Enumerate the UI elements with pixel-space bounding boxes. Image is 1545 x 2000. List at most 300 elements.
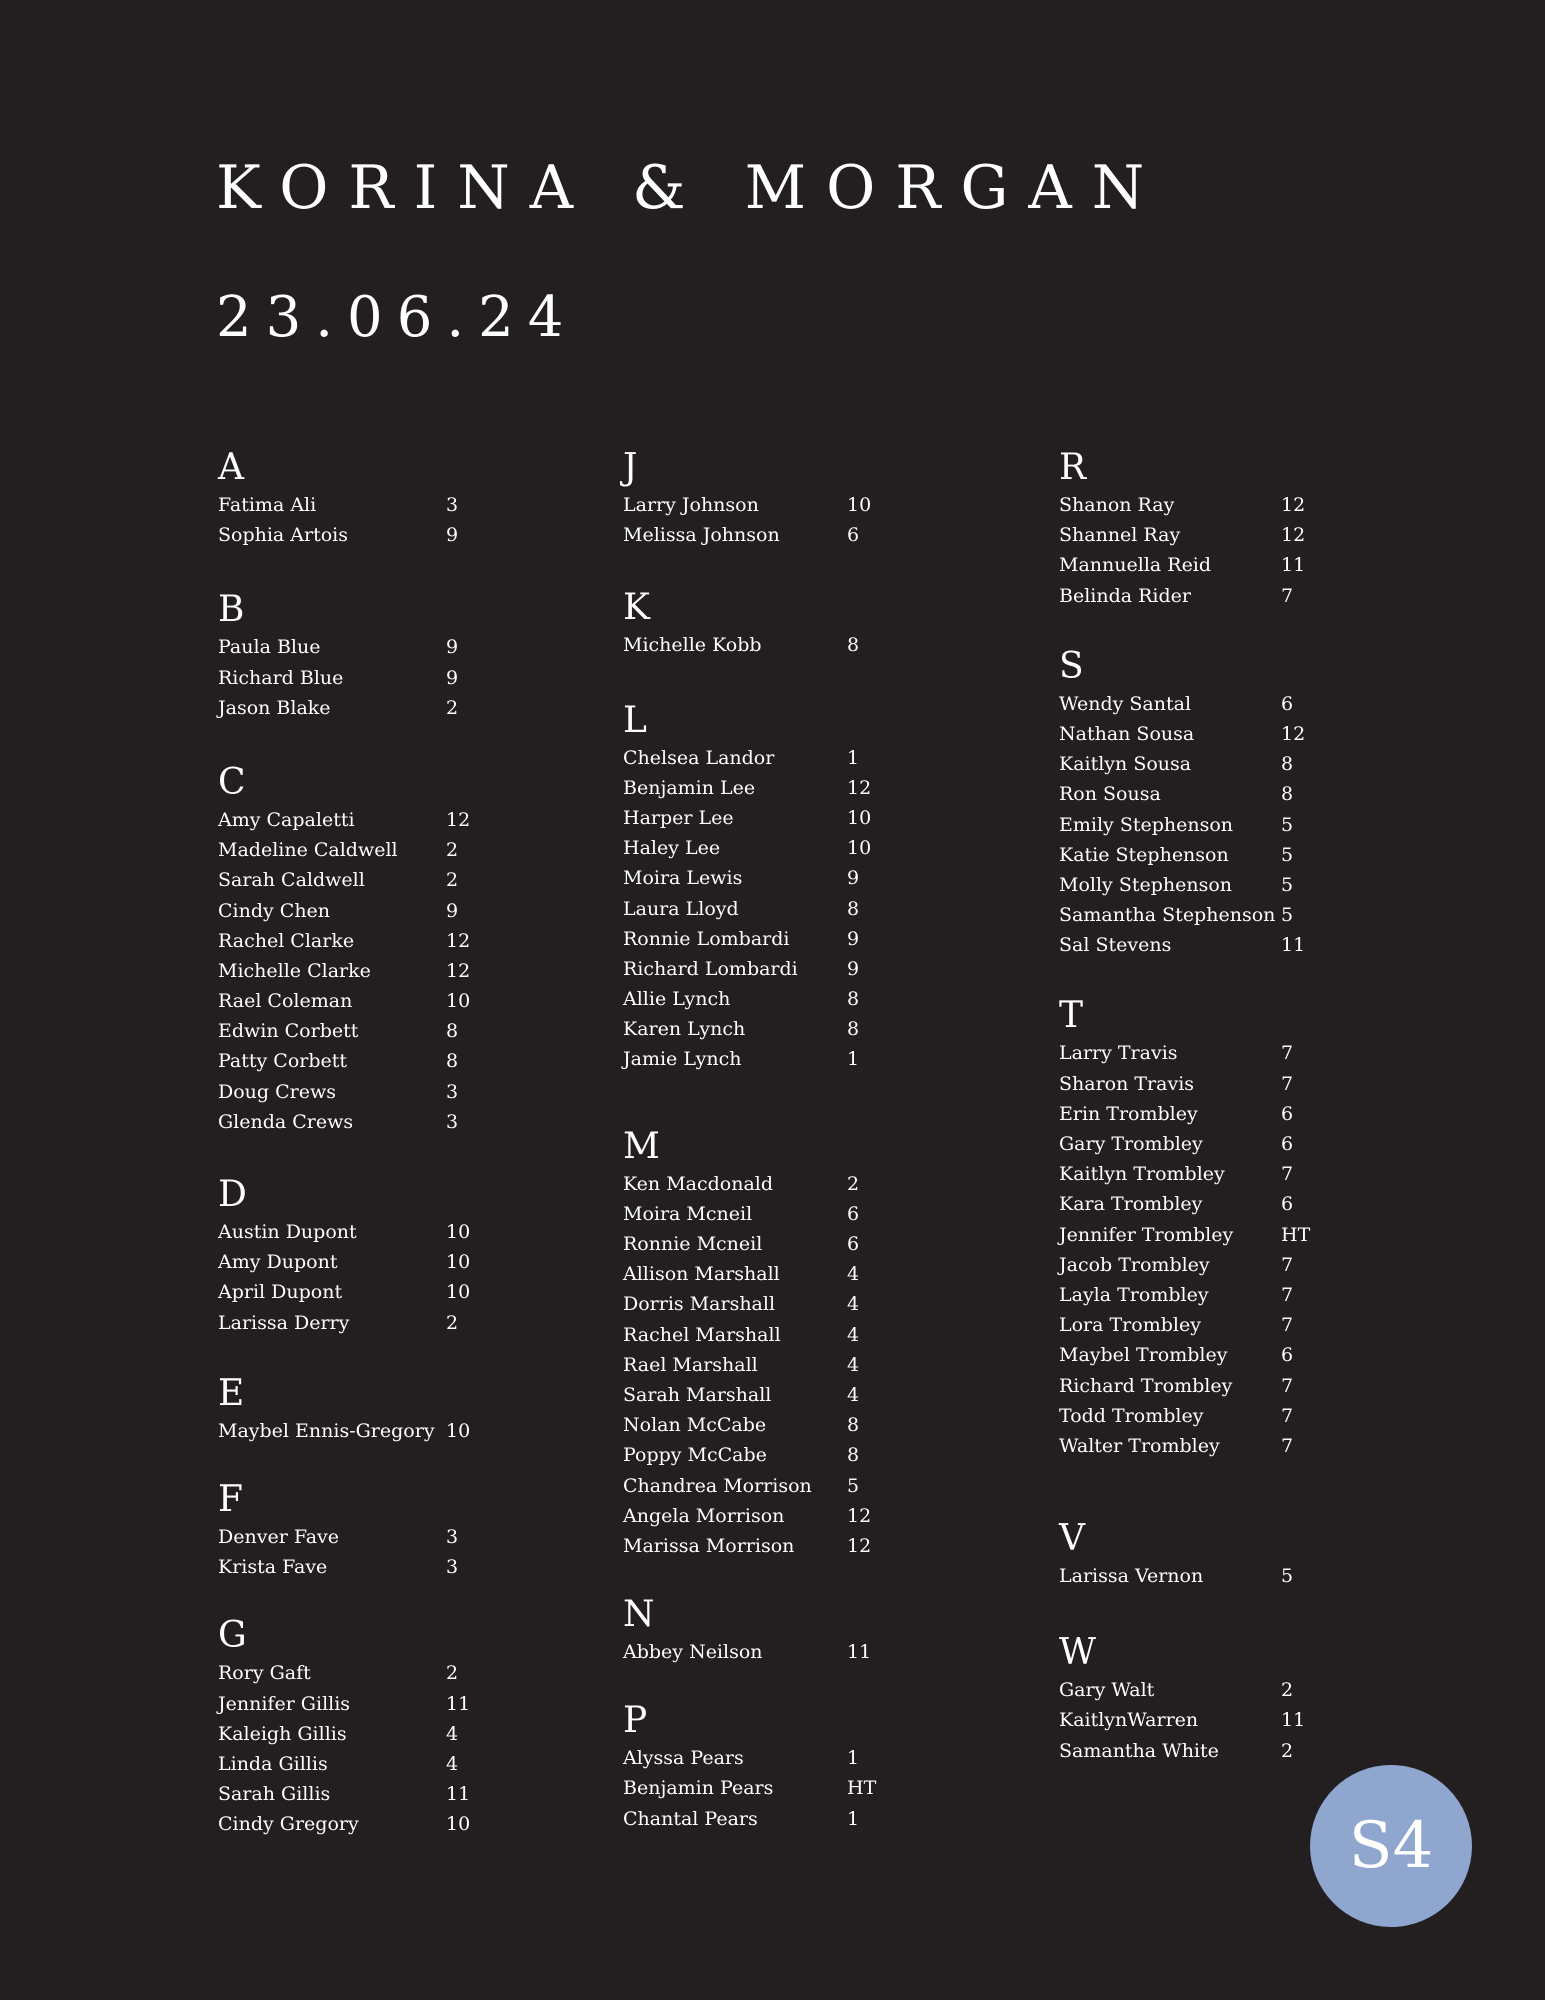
table-number: 11 <box>1281 934 1306 957</box>
section-t <box>1059 995 1311 1461</box>
guest-entry <box>218 865 459 895</box>
table-number: 11 <box>446 1783 471 1806</box>
guest-name: Michelle Clarke <box>218 959 371 982</box>
guest-entry <box>1059 1561 1294 1591</box>
table-number: 4 <box>847 1383 860 1406</box>
guest-entry <box>1059 779 1294 809</box>
section-c <box>218 761 471 1137</box>
table-number: 1 <box>847 746 860 769</box>
guest-column-3 <box>1059 447 1311 1802</box>
table-number: 9 <box>847 957 860 980</box>
table-number: 2 <box>446 869 459 892</box>
guest-entry <box>218 1522 459 1552</box>
guest-entry <box>218 1277 471 1307</box>
guest-name: Chelsea Landor <box>623 746 775 769</box>
table-number: 7 <box>1281 1374 1294 1397</box>
guest-name: Sarah Marshall <box>623 1383 772 1406</box>
guest-entry <box>218 835 459 865</box>
guest-name: Karen Lynch <box>623 1018 746 1041</box>
guest-name: Larissa Vernon <box>1059 1565 1204 1588</box>
guest-name: Samantha Stephenson <box>1059 904 1276 927</box>
guest-entry <box>623 630 860 660</box>
section-letter: C <box>218 761 246 803</box>
table-number: 7 <box>1281 1434 1294 1457</box>
guest-entry <box>623 490 872 520</box>
table-number: 12 <box>847 1504 872 1527</box>
table-number: 3 <box>446 1556 459 1579</box>
guest-entry <box>623 1440 860 1470</box>
guest-name: Wendy Santal <box>1059 692 1192 715</box>
guest-entry <box>218 1016 459 1046</box>
guest-name: Kara Trombley <box>1059 1193 1203 1216</box>
guest-entry <box>1059 1069 1294 1099</box>
guest-name: Shannel Ray <box>1059 524 1181 547</box>
guest-entry <box>623 1350 860 1380</box>
section-letter: V <box>1059 1518 1085 1560</box>
table-number: HT <box>847 1777 877 1800</box>
table-number: 3 <box>446 1080 459 1103</box>
guest-entry <box>218 663 459 693</box>
table-number: 2 <box>446 839 459 862</box>
section-letter: T <box>1059 995 1084 1037</box>
guest-entry <box>218 896 459 926</box>
guest-name: Rory Gaft <box>218 1662 311 1685</box>
guest-entry <box>623 1229 860 1259</box>
section-n <box>623 1594 872 1667</box>
table-number: 4 <box>847 1353 860 1376</box>
section-j <box>623 447 872 550</box>
guest-entry <box>218 490 459 520</box>
guest-entry <box>623 1259 860 1289</box>
guest-entry <box>218 1658 459 1688</box>
guest-name: Larry Johnson <box>623 494 759 516</box>
guest-name: Poppy McCabe <box>623 1444 767 1467</box>
guest-entry <box>623 984 860 1014</box>
guest-name: Benjamin Pears <box>623 1777 774 1800</box>
guest-name: Amy Capaletti <box>218 808 355 831</box>
section-letter: J <box>623 447 638 488</box>
guest-name: KaitlynWarren <box>1059 1709 1199 1732</box>
guest-entry <box>1059 550 1306 580</box>
guest-name: Allie Lynch <box>623 988 731 1011</box>
guest-name: Melissa Johnson <box>623 524 780 547</box>
guest-name: Larissa Derry <box>218 1311 350 1334</box>
section-v <box>1059 1518 1294 1591</box>
guest-entry <box>1059 1736 1294 1766</box>
table-number: 9 <box>446 666 459 689</box>
guest-name: Kaitlyn Trombley <box>1059 1163 1225 1186</box>
guest-name: Dorris Marshall <box>623 1293 776 1316</box>
section-letter: D <box>218 1174 247 1215</box>
guest-name: Sarah Gillis <box>218 1783 331 1806</box>
section-s <box>1059 645 1306 961</box>
guest-name: Michelle Kobb <box>623 634 762 657</box>
guest-entry <box>623 520 860 550</box>
section-letter: G <box>218 1615 247 1657</box>
guest-entry <box>1059 1705 1306 1735</box>
section-w <box>1059 1632 1306 1766</box>
guest-name: Abbey Neilson <box>623 1641 763 1664</box>
table-number: 2 <box>446 696 459 719</box>
guest-name: Lora Trombley <box>1059 1314 1201 1337</box>
guest-name: Angela Morrison <box>623 1504 785 1527</box>
guest-entry <box>1059 1189 1294 1219</box>
section-d <box>218 1174 471 1338</box>
guest-name: Maybel Trombley <box>1059 1344 1228 1367</box>
table-number: 4 <box>847 1293 860 1316</box>
guest-name: Laura Lloyd <box>623 897 739 920</box>
table-number: 8 <box>847 1414 860 1437</box>
table-number: 9 <box>446 524 459 547</box>
guest-name: Cindy Gregory <box>218 1813 359 1836</box>
table-number: 2 <box>446 1662 459 1685</box>
table-number: 7 <box>1281 1283 1294 1306</box>
guest-entry <box>623 833 872 863</box>
section-letter: P <box>623 1700 648 1742</box>
guest-entry <box>623 743 860 773</box>
table-number: 6 <box>1281 1133 1294 1155</box>
table-number: 5 <box>1281 904 1294 927</box>
guest-name: Nolan McCabe <box>623 1414 767 1437</box>
guest-entry <box>1059 840 1294 870</box>
guest-name: Ken Macdonald <box>623 1172 774 1195</box>
table-number: 9 <box>446 899 459 922</box>
guest-name: Emily Stephenson <box>1059 813 1234 836</box>
guest-name: Kaitlyn Sousa <box>1059 753 1192 776</box>
table-number: 10 <box>446 1281 471 1304</box>
guest-entry <box>623 1773 877 1803</box>
table-number: 8 <box>847 634 860 657</box>
guest-entry <box>623 1289 860 1319</box>
guest-entry <box>623 1471 860 1501</box>
guest-name: Glenda Crews <box>218 1110 354 1133</box>
table-number: 6 <box>1281 1102 1294 1125</box>
guest-name: Ronnie Lombardi <box>623 927 790 950</box>
guest-name: Belinda Rider <box>1059 584 1191 607</box>
table-number: 11 <box>847 1641 872 1664</box>
guest-entry <box>218 986 471 1016</box>
table-number: 7 <box>1281 1314 1294 1337</box>
guest-name: Jennifer Gillis <box>218 1692 351 1715</box>
guest-name: Rael Marshall <box>623 1353 758 1376</box>
section-letter: S <box>1059 645 1084 687</box>
guest-entry <box>623 1380 860 1410</box>
guest-entry <box>623 894 860 924</box>
guest-name: Samantha White <box>1059 1739 1219 1762</box>
table-number: 5 <box>847 1474 860 1497</box>
guest-name: Paula Blue <box>218 636 321 659</box>
guest-name: Fatima Ali <box>218 494 317 516</box>
guest-name: Layla Trombley <box>1059 1283 1209 1306</box>
guest-name: Sophia Artois <box>218 524 349 547</box>
table-number: 10 <box>446 1813 471 1836</box>
table-number: 11 <box>446 1692 471 1715</box>
guest-entry <box>623 803 872 833</box>
table-number: 11 <box>1281 1709 1306 1732</box>
guest-entry <box>1059 1220 1311 1250</box>
guest-entry <box>1059 870 1294 900</box>
table-number: 10 <box>446 1251 471 1274</box>
table-number: 7 <box>1281 1163 1294 1186</box>
section-l <box>623 699 872 1075</box>
guest-entry <box>1059 1159 1294 1189</box>
guest-name: Richard Lombardi <box>623 957 798 980</box>
guest-entry <box>218 1107 459 1137</box>
guest-entry <box>1059 1371 1294 1401</box>
table-number: 7 <box>1281 1404 1294 1427</box>
section-m <box>623 1125 872 1561</box>
guest-entry <box>1059 749 1294 779</box>
section-letter: K <box>623 587 650 629</box>
table-number: 1 <box>847 1048 860 1071</box>
table-number: 8 <box>847 1444 860 1467</box>
guest-entry <box>218 1217 471 1247</box>
guest-name: Denver Fave <box>218 1525 340 1548</box>
guest-name: Jacob Trombley <box>1059 1253 1210 1276</box>
guest-name: Maybel Ennis-Gregory <box>218 1419 435 1442</box>
table-number: 2 <box>1281 1739 1294 1762</box>
guest-name: Amy Dupont <box>218 1251 338 1274</box>
section-k <box>623 587 860 660</box>
guest-entry <box>1059 719 1306 749</box>
guest-entry <box>623 1169 860 1199</box>
guest-entry <box>1059 1280 1294 1310</box>
section-letter: E <box>218 1372 245 1414</box>
guest-name: Kaleigh Gillis <box>218 1722 347 1745</box>
guest-entry <box>218 632 459 662</box>
table-number: 7 <box>1281 1042 1294 1065</box>
guest-name: Gary Trombley <box>1059 1133 1203 1155</box>
table-number: 4 <box>446 1752 459 1775</box>
table-number: 2 <box>446 1311 459 1334</box>
table-number: 11 <box>1281 554 1306 577</box>
table-number: 12 <box>446 929 471 952</box>
guest-entry <box>218 926 471 956</box>
guest-entry <box>218 1416 471 1446</box>
table-number: 4 <box>847 1263 860 1286</box>
guest-name: Ronnie Mcneil <box>623 1233 763 1255</box>
table-number: 6 <box>847 1233 860 1255</box>
section-a <box>218 447 459 550</box>
guest-entry <box>218 1719 459 1749</box>
guest-name: Chandrea Morrison <box>623 1474 812 1497</box>
guest-name: Sarah Caldwell <box>218 869 365 892</box>
section-f <box>218 1478 459 1582</box>
guest-name: Doug Crews <box>218 1080 336 1103</box>
guest-entry <box>218 1077 459 1107</box>
guest-name: Gary Walt <box>1059 1679 1155 1702</box>
table-number: 2 <box>1281 1679 1294 1702</box>
guest-name: Linda Gillis <box>218 1752 328 1775</box>
guest-name: Krista Fave <box>218 1556 328 1579</box>
guest-name: Rachel Marshall <box>623 1323 781 1346</box>
guest-name: Jason Blake <box>218 696 331 719</box>
guest-entry <box>1059 1340 1294 1370</box>
guest-name: Moira Mcneil <box>623 1202 753 1225</box>
guest-name: Molly Stephenson <box>1059 873 1233 896</box>
table-number: 6 <box>847 1202 860 1225</box>
guest-name: Marissa Morrison <box>623 1534 795 1557</box>
table-number: 10 <box>847 837 872 860</box>
section-e <box>218 1372 471 1446</box>
table-number: 10 <box>446 1221 471 1243</box>
table-number: 6 <box>1281 1344 1294 1367</box>
guest-entry <box>218 805 471 835</box>
table-number: 6 <box>847 524 860 547</box>
guest-name: Allison Marshall <box>623 1263 780 1286</box>
guest-entry <box>1059 1038 1294 1068</box>
table-number: 8 <box>1281 783 1294 806</box>
guest-entry <box>1059 900 1294 930</box>
table-number: 8 <box>847 988 860 1011</box>
guest-name: Todd Trombley <box>1059 1404 1204 1427</box>
table-number: 5 <box>1281 873 1294 896</box>
page-title: KORINA & MORGAN <box>216 153 1165 223</box>
table-number: 12 <box>446 808 471 831</box>
guest-entry <box>623 863 860 893</box>
guest-entry <box>623 1410 860 1440</box>
guest-name: Mannuella Reid <box>1059 554 1212 577</box>
guest-entry <box>1059 1675 1294 1705</box>
guest-name: Harper Lee <box>623 806 734 829</box>
guest-entry <box>1059 810 1294 840</box>
guest-entry <box>1059 490 1306 520</box>
guest-entry <box>1059 1129 1294 1159</box>
guest-entry <box>218 1247 471 1277</box>
guest-name: Erin Trombley <box>1059 1102 1198 1125</box>
table-number: 6 <box>1281 692 1294 715</box>
guest-column-2 <box>623 447 877 1834</box>
table-number: 12 <box>847 776 872 799</box>
guest-entry <box>623 1199 860 1229</box>
guest-entry <box>218 1779 471 1809</box>
guest-name: Katie Stephenson <box>1059 843 1229 866</box>
guest-name: Ron Sousa <box>1059 783 1161 806</box>
table-number: 1 <box>847 1747 860 1770</box>
guest-entry <box>623 954 860 984</box>
guest-name: Richard Blue <box>218 666 344 689</box>
guest-name: Sal Stevens <box>1059 934 1172 957</box>
guest-name: April Dupont <box>218 1281 343 1304</box>
section-letter: B <box>218 589 245 631</box>
table-number: 2 <box>847 1172 860 1195</box>
guest-entry <box>623 1501 872 1531</box>
table-number: 9 <box>847 927 860 950</box>
guest-name: Nathan Sousa <box>1059 722 1195 745</box>
section-letter: R <box>1059 447 1087 488</box>
guest-name: Jennifer Trombley <box>1059 1223 1234 1246</box>
guest-entry <box>1059 1401 1294 1431</box>
guest-entry <box>623 773 872 803</box>
guest-name: Edwin Corbett <box>218 1020 359 1043</box>
table-number: 6 <box>1281 1193 1294 1216</box>
guest-name: Jamie Lynch <box>623 1048 742 1071</box>
section-letter: M <box>623 1125 660 1167</box>
guest-name: Rachel Clarke <box>218 929 355 952</box>
guest-name: Austin Dupont <box>218 1221 357 1243</box>
table-number: 8 <box>446 1020 459 1043</box>
guest-name: Sharon Travis <box>1059 1072 1195 1095</box>
guest-entry <box>1059 1099 1294 1129</box>
guest-entry <box>218 520 459 550</box>
table-number: 7 <box>1281 584 1294 607</box>
guest-entry <box>218 1308 459 1338</box>
table-number: 10 <box>847 494 872 516</box>
guest-entry <box>1059 520 1306 550</box>
guest-name: Cindy Chen <box>218 899 331 922</box>
table-number: 12 <box>1281 524 1306 547</box>
section-letter: A <box>218 447 244 488</box>
guest-name: Patty Corbett <box>218 1050 348 1073</box>
guest-name: Larry Travis <box>1059 1042 1178 1065</box>
guest-name: Benjamin Lee <box>623 776 756 799</box>
guest-name: Walter Trombley <box>1059 1434 1220 1457</box>
table-number: 8 <box>446 1050 459 1073</box>
table-number: 8 <box>847 1018 860 1041</box>
table-number: 10 <box>446 1419 471 1442</box>
table-number: 5 <box>1281 813 1294 836</box>
seating-badge-label: S4 <box>1348 1809 1434 1883</box>
guest-entry <box>218 1552 459 1582</box>
guest-entry <box>1059 1250 1294 1280</box>
guest-entry <box>218 1046 459 1076</box>
guest-entry <box>218 693 459 723</box>
table-number: 1 <box>847 1807 860 1830</box>
section-p <box>623 1700 877 1834</box>
table-number: 3 <box>446 1110 459 1133</box>
guest-name: Alyssa Pears <box>623 1747 744 1770</box>
section-b <box>218 589 459 723</box>
guest-entry <box>623 924 860 954</box>
table-number: 4 <box>847 1323 860 1346</box>
table-number: 7 <box>1281 1253 1294 1276</box>
guest-name: Madeline Caldwell <box>218 839 398 862</box>
section-letter: W <box>1059 1632 1097 1674</box>
seating-badge <box>1310 1765 1472 1927</box>
guest-entry <box>218 956 471 986</box>
guest-name: Rael Coleman <box>218 990 353 1013</box>
section-g <box>218 1615 471 1839</box>
table-number: 9 <box>446 636 459 659</box>
table-number: 5 <box>1281 1565 1294 1588</box>
section-letter: F <box>218 1478 243 1520</box>
table-number: 10 <box>847 806 872 829</box>
table-number: 12 <box>847 1534 872 1557</box>
guest-column-1 <box>218 447 471 1839</box>
guest-name: Haley Lee <box>623 837 721 860</box>
guest-entry <box>218 1809 471 1839</box>
table-number: HT <box>1281 1223 1311 1246</box>
guest-name: Richard Trombley <box>1059 1374 1233 1397</box>
table-number: 12 <box>1281 722 1306 745</box>
table-number: 12 <box>1281 494 1306 516</box>
guest-entry <box>1059 689 1294 719</box>
guest-entry <box>623 1531 872 1561</box>
guest-entry <box>623 1804 860 1834</box>
guest-entry <box>623 1014 860 1044</box>
guest-entry <box>623 1743 860 1773</box>
guest-entry <box>623 1044 860 1074</box>
table-number: 7 <box>1281 1072 1294 1095</box>
table-number: 3 <box>446 494 459 516</box>
table-number: 4 <box>446 1722 459 1745</box>
section-letter: L <box>623 699 647 741</box>
table-number: 9 <box>847 867 860 890</box>
table-number: 8 <box>1281 753 1294 776</box>
guest-entry <box>623 1637 872 1667</box>
table-number: 10 <box>446 990 471 1013</box>
guest-name: Moira Lewis <box>623 867 743 890</box>
